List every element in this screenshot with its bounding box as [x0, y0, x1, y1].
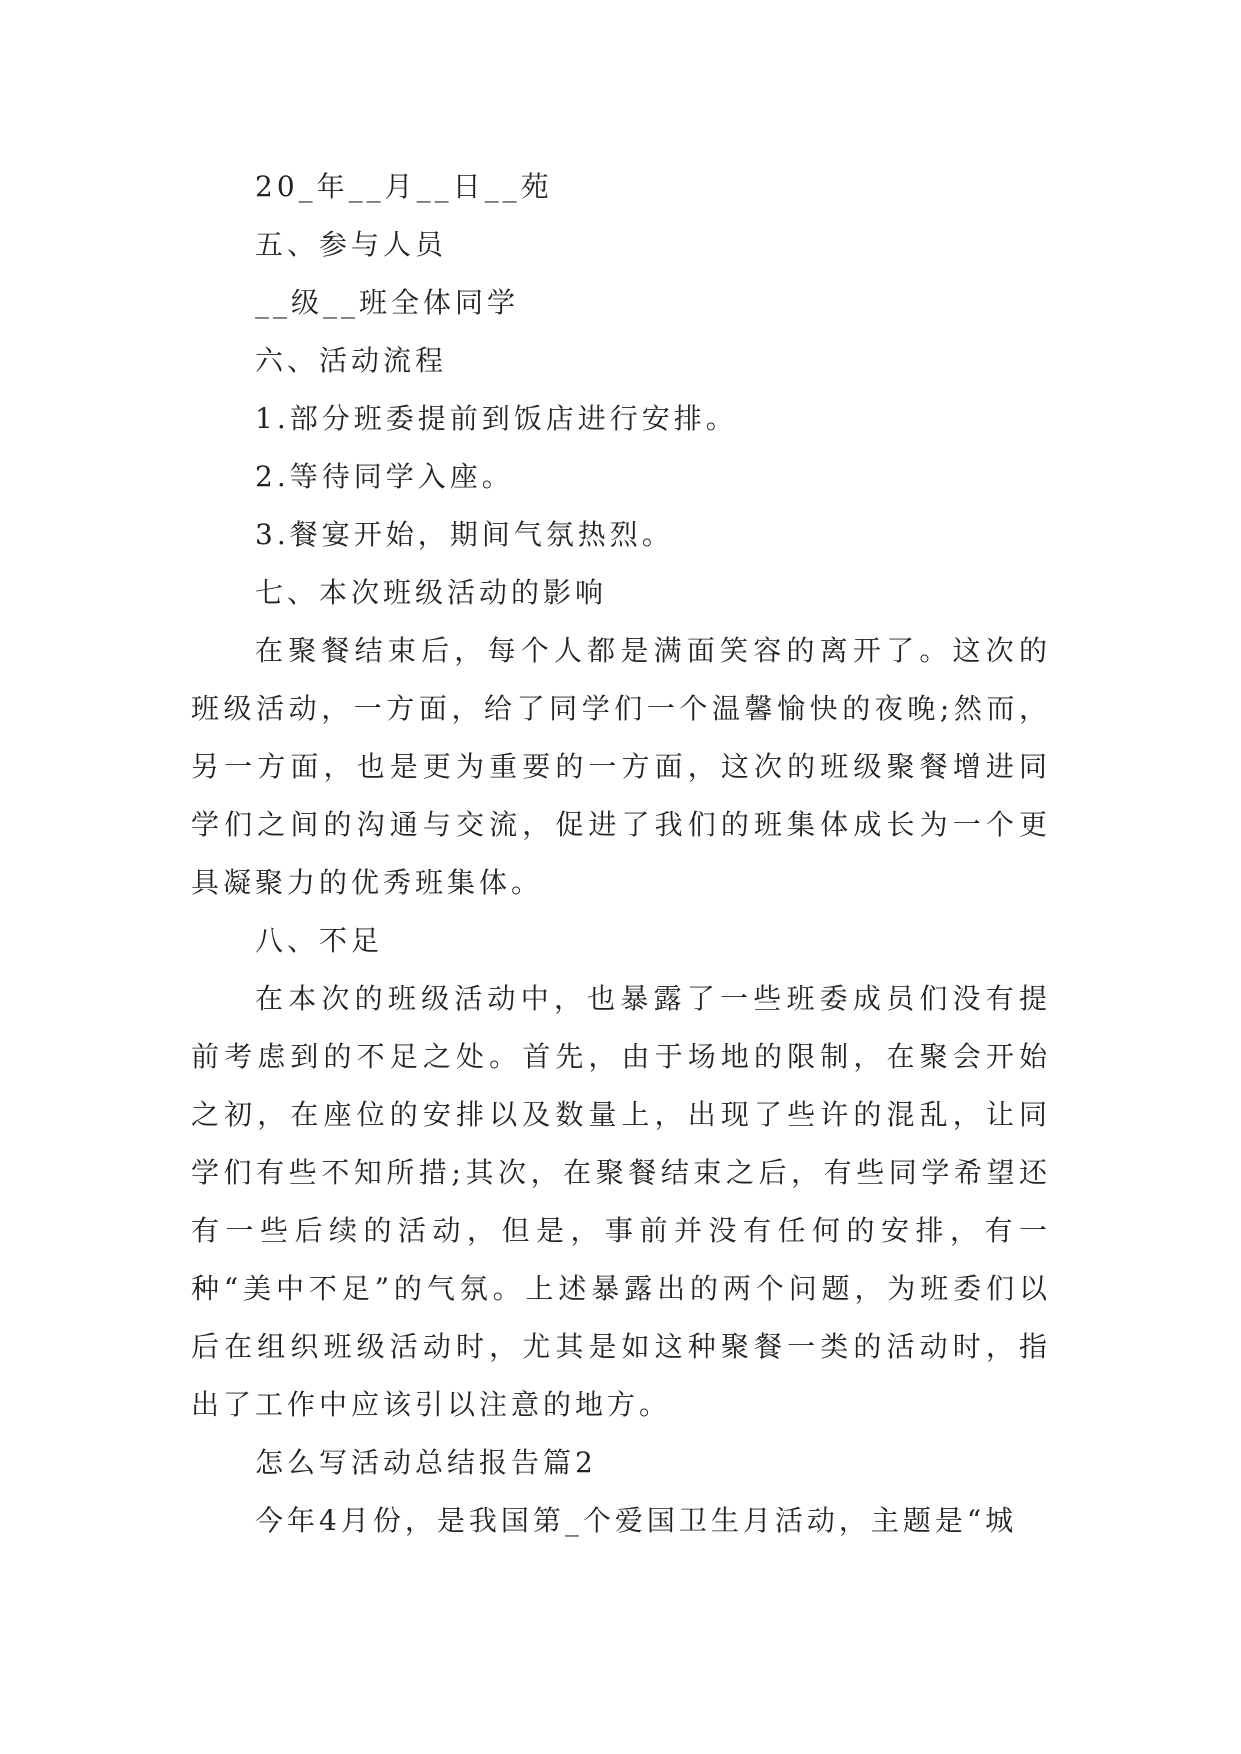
section-title-2: 怎么写活动总结报告篇2 — [255, 1446, 597, 1479]
paragraph-2-start: 今年4月份，是我国第_个爱国卫生月活动，主题是“城 — [255, 1504, 1018, 1537]
paragraph-influence: 在聚餐结束后，每个人都是满面笑容的离开了。这次的班级活动，一方面，给了同学们一个温馨愉快的夜晚;然而，另一方面，也是更为重要的一方面，这次的班级聚餐增进同学们之间的沟通与交流，促进了我们的班集体成长为一个更具凝聚力的优秀班集体。 — [191, 634, 1051, 899]
date-line: 20_年__月__日__苑 — [255, 170, 553, 203]
heading-shortcoming: 八、不足 — [255, 924, 384, 957]
process-step-1: 1.部分班委提前到饭店进行安排。 — [255, 402, 738, 435]
participants-text: __级__班全体同学 — [255, 286, 520, 319]
paragraph-shortcoming: 在本次的班级活动中，也暴露了一些班委成员们没有提前考虑到的不足之处。首先，由于场地的限制，在聚会开始之初，在座位的安排以及数量上，出现了些许的混乱，让同学们有些不知所措;其次，在聚餐结束之后，有些同学希望还有一些后续的活动，但是，事前并没有任何的安排，有一种“美中不足”的气氛。上述暴露出的两个问题，为班委们以后在组织班级活动时，尤其是如这种聚餐一类的活动时，指出了工作中应该引以注意的地方。 — [191, 982, 1051, 1421]
heading-influence: 七、本次班级活动的影响 — [255, 576, 608, 609]
process-step-2: 2.等待同学入座。 — [255, 460, 514, 493]
heading-participants: 五、参与人员 — [255, 228, 448, 261]
process-step-3: 3.餐宴开始，期间气氛热烈。 — [255, 518, 674, 551]
document-body — [191, 158, 1051, 1550]
heading-process: 六、活动流程 — [255, 344, 448, 377]
